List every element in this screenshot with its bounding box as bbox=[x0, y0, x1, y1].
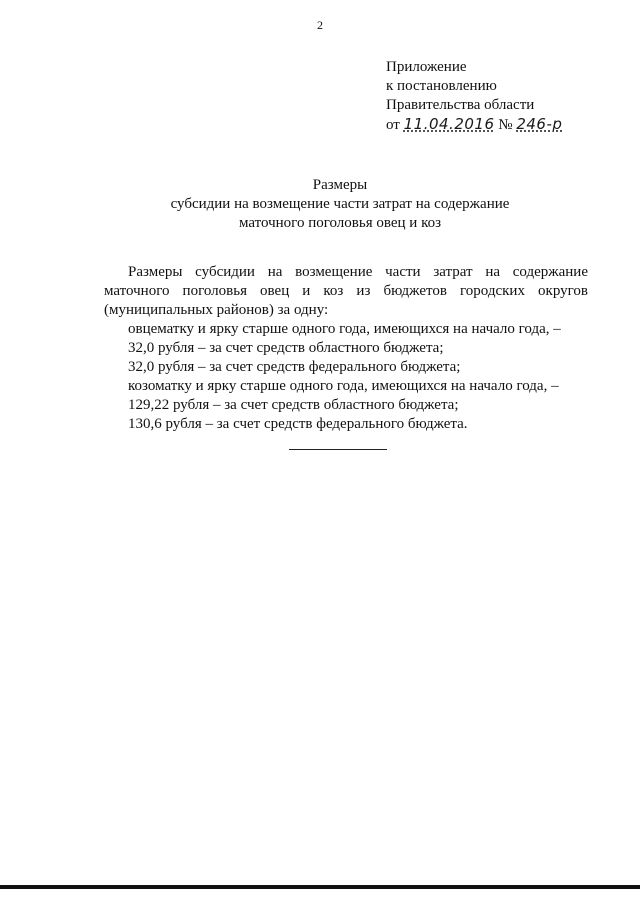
handwritten-number: 246-р bbox=[516, 115, 563, 133]
appendix-line-3: Правительства области bbox=[386, 97, 535, 113]
intro-paragraph: Размеры субсидии на возмещение части затрат на содержание маточного поголовья овец и коз из бюджетов городских округов (муниципальных районов) за одну: bbox=[104, 264, 588, 318]
list-item: овцематку и ярку старше одного года, имеющихся на начало года, – bbox=[128, 321, 561, 337]
document-body bbox=[104, 263, 588, 434]
end-divider bbox=[289, 449, 387, 450]
appendix-block bbox=[386, 58, 562, 135]
page-bottom-border bbox=[0, 885, 640, 889]
title-line-2: субсидии на возмещение части затрат на содержание bbox=[170, 196, 510, 212]
title-line-1: Размеры bbox=[312, 177, 368, 193]
appendix-line-1: Приложение bbox=[386, 59, 467, 75]
appendix-line-2: к постановлению bbox=[386, 78, 497, 94]
date-prefix: от bbox=[386, 117, 400, 133]
list-item: козоматку и ярку старше одного года, имеющихся на начало года, – bbox=[128, 378, 559, 394]
handwritten-date: 11.04.2016 bbox=[403, 115, 495, 133]
list-item: 129,22 рубля – за счет средств областного бюджета; bbox=[128, 397, 459, 413]
document-title bbox=[0, 176, 640, 233]
number-sign: № bbox=[498, 117, 513, 133]
title-line-3: маточного поголовья овец и коз bbox=[238, 215, 442, 231]
page-number: 2 bbox=[317, 18, 323, 32]
list-item: 32,0 рубля – за счет средств федерального бюджета; bbox=[128, 359, 461, 375]
list-item: 32,0 рубля – за счет средств областного бюджета; bbox=[128, 340, 444, 356]
list-item: 130,6 рубля – за счет средств федерального бюджета. bbox=[128, 416, 468, 432]
appendix-date-line bbox=[386, 115, 562, 135]
